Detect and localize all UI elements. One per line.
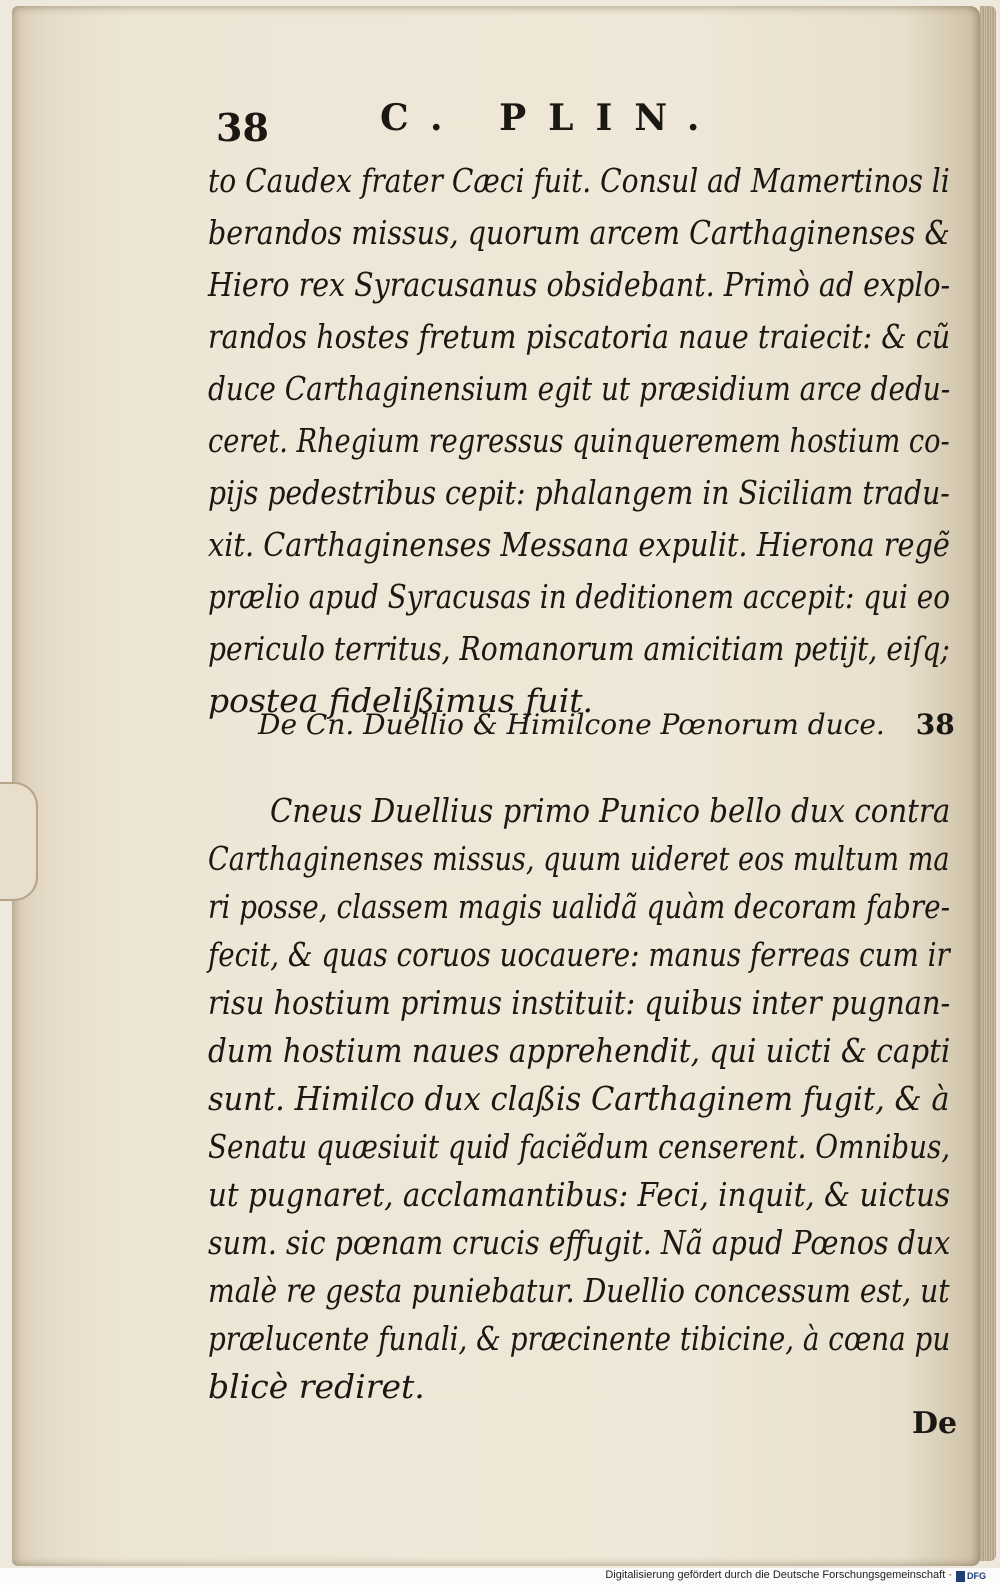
- text-line: Cneus Duellius primo Punico bello dux contra: [270, 791, 951, 830]
- text-line: dum hostium naues apprehendit, qui uicti & capti: [208, 1031, 951, 1070]
- chapter-heading: [258, 708, 955, 741]
- text-line: prælucente funali, & præcinente tibicine, à cœna pu: [208, 1319, 951, 1358]
- running-title: C. PLIN.: [380, 97, 722, 139]
- page-number: 38: [216, 105, 269, 150]
- catchword: De: [912, 1406, 958, 1441]
- text-line: duce Carthaginensium egit ut præsidium arce dedu-: [208, 369, 951, 408]
- text-line: sum. sic pœnam crucis effugit. Nã apud Pœnos dux: [208, 1223, 951, 1262]
- text-line: blicè rediret.: [208, 1367, 425, 1406]
- digitization-footer: [0, 1568, 1000, 1585]
- page-clip: [0, 782, 38, 901]
- text-line: berandos missus, quorum arcem Carthaginenses &: [208, 213, 950, 252]
- page-header: [200, 95, 900, 150]
- page-edge: [980, 6, 996, 1561]
- text-line: ri posse, classem magis ualidã quàm decoram fabre-: [208, 887, 951, 926]
- text-line: periculo territus, Romanorum amicitiam petijt, eiſq;: [208, 629, 950, 668]
- chapter-title: De Cn. Duellio & Himilcone Pœnorum duce.: [258, 708, 885, 741]
- funding-credit: Digitalisierung gefördert durch die Deutsche Forschungsgemeinschaft ·: [605, 1569, 952, 1581]
- text-line: ut pugnaret, acclamantibus: Feci, inquit, & uictus: [208, 1175, 951, 1214]
- text-line: malè re gesta puniebatur. Duellio concessum est, ut: [208, 1271, 950, 1310]
- text-line: Carthaginenses missus, quum uideret eos multum ma: [208, 839, 950, 878]
- text-line: to Caudex frater Cæci fuit. Consul ad Mamertinos li: [208, 161, 950, 200]
- text-line: prælio apud Syracusas in deditionem accepit: qui eo: [208, 577, 950, 616]
- text-line: fecit, & quas coruos uocauere: manus ferreas cum ir: [208, 935, 950, 974]
- text-line: Hiero rex Syracusanus obsidebant. Primò ad explo-: [208, 265, 951, 304]
- chapter-number: 38: [915, 708, 955, 741]
- text-line: sunt. Himilco dux claßis Carthaginem fugit, & à: [208, 1079, 950, 1118]
- text-line: ceret. Rhegium regressus quinqueremem hostium co-: [208, 421, 950, 460]
- text-line: pijs pedestribus cepit: phalangem in Siciliam tradu-: [208, 473, 950, 512]
- text-line: postea fidelißimus fuit.: [208, 681, 593, 720]
- text-line: risu hostium primus instituit: quibus inter pugnan-: [208, 983, 951, 1022]
- dfg-logo-icon: DFG: [956, 1569, 992, 1583]
- text-line: Senatu quæsiuit quid faciẽdum censerent. Omnibus,: [208, 1127, 951, 1166]
- text-line: randos hostes fretum piscatoria naue traiecit: & cũ: [208, 317, 951, 356]
- text-line: xit. Carthaginenses Messana expulit. Hierona regẽ: [208, 525, 950, 564]
